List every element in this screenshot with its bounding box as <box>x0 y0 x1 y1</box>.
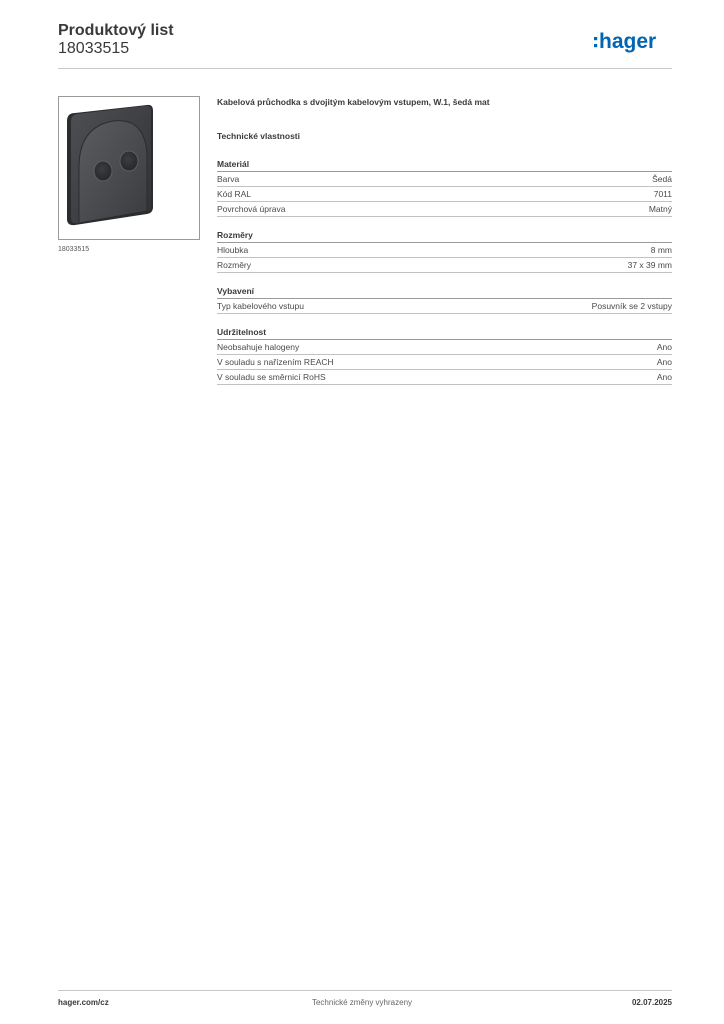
row-label: V souladu s nařízením REACH <box>217 357 334 367</box>
footer-website-link[interactable]: hager.com/cz <box>58 998 109 1007</box>
page-title: Produktový list <box>58 22 174 39</box>
section-title: Rozměry <box>217 229 672 243</box>
row-value: Šedá <box>652 174 672 184</box>
cable-gland-product-image-icon <box>59 97 201 241</box>
section-title: Materiál <box>217 158 672 172</box>
product-name: Kabelová průchodka s dvojitým kabelovým vstupem, W.1, šedá mat <box>217 97 490 107</box>
row-value: Ano <box>656 357 672 367</box>
section-equipment <box>217 285 672 314</box>
section-sustainability <box>217 326 672 385</box>
row-label: Povrchová úprava <box>217 204 286 214</box>
footer-divider <box>58 990 672 991</box>
row-label: Neobsahuje halogeny <box>217 342 300 352</box>
table-row <box>217 243 672 258</box>
row-value: 37 x 39 mm <box>627 260 672 270</box>
row-label: Barva <box>217 174 240 184</box>
product-image <box>58 96 200 240</box>
hager-logo-text: hager <box>599 30 657 53</box>
section-material <box>217 158 672 217</box>
row-label: V souladu se směrnicí RoHS <box>217 372 326 382</box>
table-row <box>217 370 672 385</box>
header-divider <box>58 68 672 69</box>
row-value: 8 mm <box>650 245 672 255</box>
hager-logo <box>594 28 674 58</box>
product-code: 18033515 <box>58 40 130 57</box>
section-dimensions <box>217 229 672 273</box>
row-value: 7011 <box>653 189 672 199</box>
row-label: Rozměry <box>217 260 252 270</box>
row-value: Matný <box>648 204 672 214</box>
table-row <box>217 258 672 273</box>
row-label: Typ kabelového vstupu <box>217 301 304 311</box>
tech-properties-heading: Technické vlastnosti <box>217 131 300 141</box>
section-title: Vybavení <box>217 285 672 299</box>
row-value: Posuvník se 2 vstupy <box>591 301 672 311</box>
table-row <box>217 340 672 355</box>
hager-logo-mark <box>594 28 674 58</box>
image-caption: 18033515 <box>58 246 90 253</box>
row-value: Ano <box>656 372 672 382</box>
section-title: Udržitelnost <box>217 326 672 340</box>
table-row <box>217 187 672 202</box>
table-row <box>217 299 672 314</box>
footer-notice: Technické změny vyhrazeny <box>311 998 413 1007</box>
table-row <box>217 355 672 370</box>
product-details <box>217 96 672 385</box>
table-row <box>217 202 672 217</box>
table-row <box>217 172 672 187</box>
row-label: Kód RAL <box>217 189 252 199</box>
footer-date: 02.07.2025 <box>631 998 672 1007</box>
row-value: Ano <box>656 342 672 352</box>
row-label: Hloubka <box>217 245 249 255</box>
